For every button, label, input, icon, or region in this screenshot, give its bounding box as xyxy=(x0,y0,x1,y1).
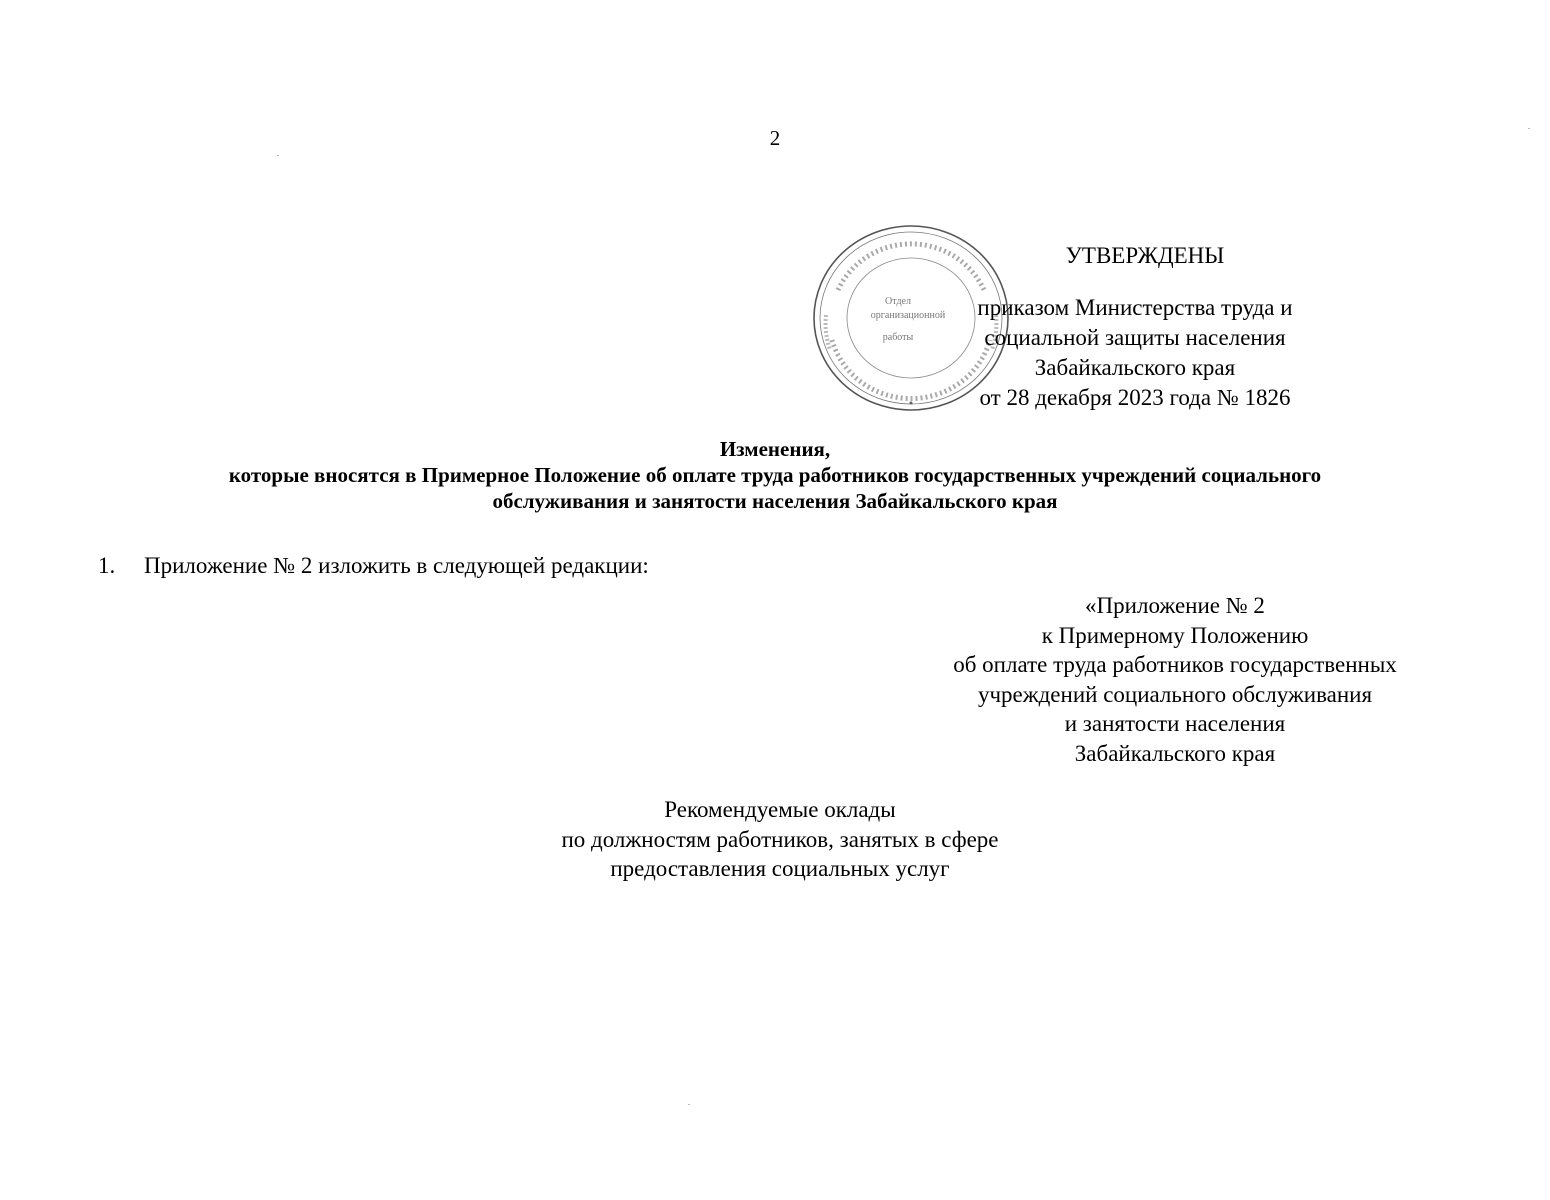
heading-title: Изменения, xyxy=(719,437,831,461)
approval-line: социальной защиты населения xyxy=(984,325,1286,350)
approval-heading: УТВЕРЖДЕНЫ xyxy=(1065,243,1225,268)
heading-subtitle-line: обслуживания и занятости населения Забайкальского края xyxy=(492,489,1058,513)
scan-speck xyxy=(688,1104,690,1105)
appendix-line: к Примерному Положению xyxy=(1041,622,1309,648)
numbered-item xyxy=(98,553,649,579)
page-number: 2 xyxy=(769,126,781,150)
approval-line: Забайкальского края xyxy=(1034,355,1236,380)
item-number: 1. xyxy=(98,553,116,578)
appendix-reference xyxy=(900,591,1450,768)
appendix-line: учреждений социального обслуживания xyxy=(977,681,1373,707)
heading-subtitle-line: которые вносятся в Примерное Положение об оплате труда работников государственных учреждений социального xyxy=(228,463,1322,487)
stamp-line-3: работы xyxy=(882,332,914,343)
rates-title-line: по должностям работников, занятых в сфере xyxy=(561,826,999,852)
appendix-line: «Приложение № 2 xyxy=(1085,593,1265,618)
document-heading xyxy=(60,436,1490,514)
appendix-line: и занятости населения xyxy=(1064,711,1286,736)
rates-title-line: Рекомендуемые оклады xyxy=(664,797,896,822)
approval-block xyxy=(940,241,1330,413)
scan-speck xyxy=(1528,128,1530,129)
appendix-line: об оплате труда работников государственных xyxy=(953,652,1397,677)
rates-title-line: предоставления социальных услуг xyxy=(610,856,950,881)
scan-speck xyxy=(277,155,279,156)
stamp-line-1: Отдел xyxy=(885,296,911,307)
approval-line: от 28 декабря 2023 года № 1826 xyxy=(979,385,1291,410)
stamp-line-2: организационной xyxy=(870,310,946,321)
rates-title xyxy=(480,795,1080,884)
item-text: Приложение № 2 изложить в следующей редакции: xyxy=(144,553,649,578)
appendix-line: Забайкальского края xyxy=(1074,740,1276,766)
approval-line: приказом Министерства труда и xyxy=(977,295,1293,320)
